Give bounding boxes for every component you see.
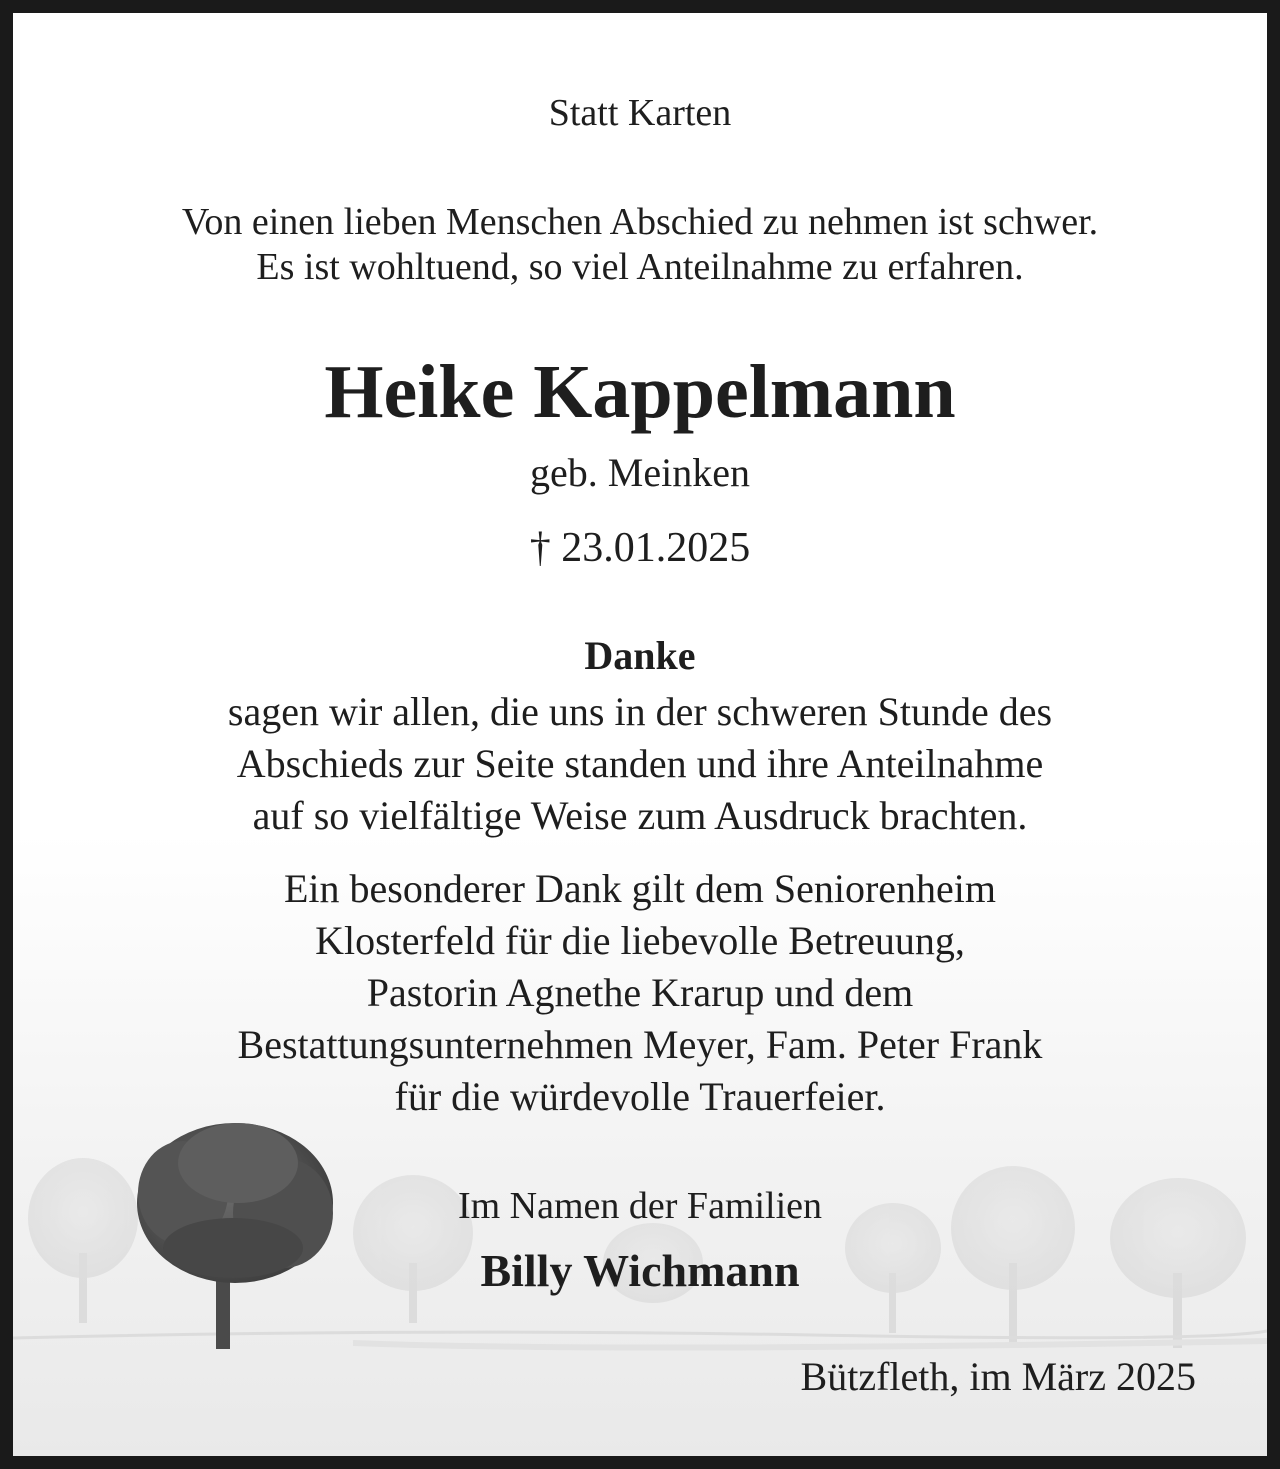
born-name: geb. Meinken <box>530 450 750 495</box>
intro-line: Es ist wohltuend, so viel Anteilnahme zu erfahren. <box>256 246 1024 288</box>
place-date: Bützfleth, im März 2025 <box>800 1354 1196 1399</box>
special-thanks-line: Ein besonderer Dank gilt dem Seniorenheim <box>283 866 997 911</box>
signer-name: Billy Wichmann <box>480 1245 800 1296</box>
statt-karten-line: Statt Karten <box>548 92 732 134</box>
thanks-line: sagen wir allen, die uns in der schweren Stunde des <box>227 689 1053 734</box>
intro-text <box>13 200 1267 290</box>
thanks-text <box>13 686 1267 842</box>
special-thanks-line: für die würdevolle Trauerfeier. <box>394 1074 886 1119</box>
danke-heading: Danke <box>584 633 696 678</box>
special-thanks-line: Pastorin Agnethe Krarup und dem <box>366 970 914 1015</box>
special-thanks-line: Klosterfeld für die liebevolle Betreuung, <box>315 918 965 963</box>
intro-line: Von einen lieben Menschen Abschied zu nehmen ist schwer. <box>181 201 1099 243</box>
thanks-line: Abschieds zur Seite standen und ihre Anteilnahme <box>236 741 1044 786</box>
deceased-name: Heike Kappelmann <box>324 350 956 434</box>
thanks-line: auf so vielfältige Weise zum Ausdruck brachten. <box>252 793 1028 838</box>
special-thanks-text <box>13 863 1267 1123</box>
on-behalf-line: Im Namen der Familien <box>457 1185 823 1227</box>
special-thanks-line: Bestattungsunternehmen Meyer, Fam. Peter Frank <box>237 1022 1043 1067</box>
death-date: † 23.01.2025 <box>529 525 751 571</box>
